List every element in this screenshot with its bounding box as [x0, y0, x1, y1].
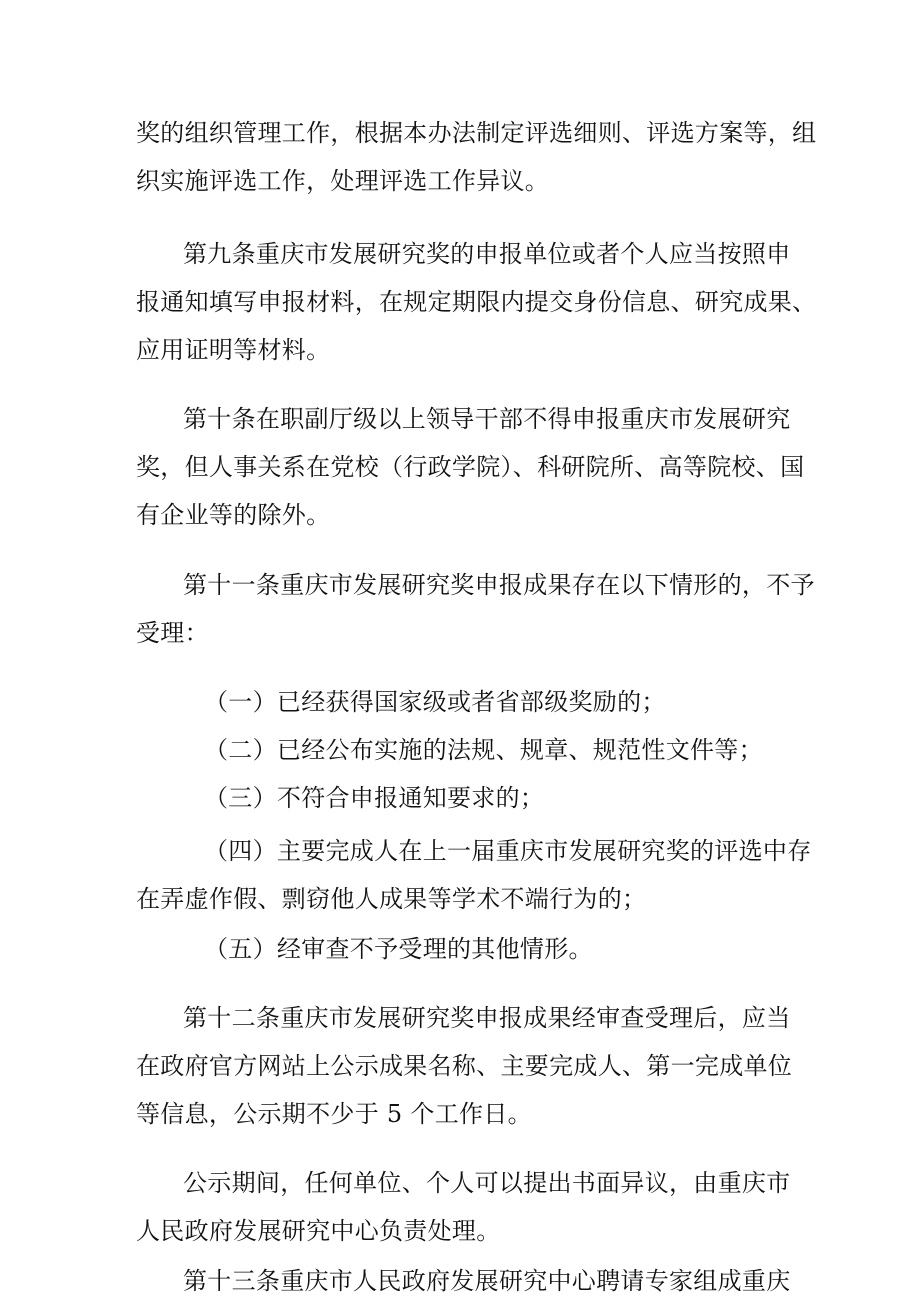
text-line: 受理：: [136, 619, 209, 647]
list-item: （二）已经公布实施的法规、规章、规范性文件等；: [204, 736, 763, 764]
text-line: 报通知填写申报材料，在规定期限内提交身份信息、研究成果、: [136, 288, 817, 316]
text-line: 有企业等的除外。: [136, 501, 331, 529]
text-line: 人民政府发展研究中心负责处理。: [136, 1217, 501, 1245]
text-line: 第十条在职副厅级以上领导干部不得申报重庆市发展研究: [183, 405, 791, 433]
text-line: 第十二条重庆市发展研究奖申报成果经审查受理后，应当: [183, 1004, 791, 1032]
text-line: 公示期间，任何单位、个人可以提出书面异议，由重庆市: [183, 1169, 791, 1197]
text-line: 在弄虚作假、剽窃他人成果等学术不端行为的；: [136, 885, 647, 913]
list-item: （四）主要完成人在上一届重庆市发展研究奖的评选中存: [204, 837, 812, 865]
text-line: 奖的组织管理工作，根据本办法制定评选细则、评选方案等，组: [136, 119, 817, 147]
text-line: 第十一条重庆市发展研究奖申报成果存在以下情形的，不予: [183, 571, 815, 599]
text-line: 第九条重庆市发展研究奖的申报单位或者个人应当按照申: [183, 240, 791, 268]
text-line: 第十三条重庆市人民政府发展研究中心聘请专家组成重庆: [183, 1267, 791, 1295]
text-line: 织实施评选工作，处理评选工作异议。: [136, 167, 550, 195]
list-item: （五）经审查不予受理的其他情形。: [204, 935, 593, 963]
text-line: 等信息，公示期不少于 5 个工作日。: [136, 1100, 532, 1128]
text-line: 在政府官方网站上公示成果名称、主要完成人、第一完成单位: [136, 1052, 793, 1080]
list-item: （一）已经获得国家级或者省部级奖励的；: [204, 688, 666, 716]
list-item: （三）不符合申报通知要求的；: [204, 784, 545, 812]
text-line: 应用证明等材料。: [136, 336, 331, 364]
text-line: 奖，但人事关系在党校（行政学院）、科研院所、高等院校、国: [136, 453, 805, 481]
